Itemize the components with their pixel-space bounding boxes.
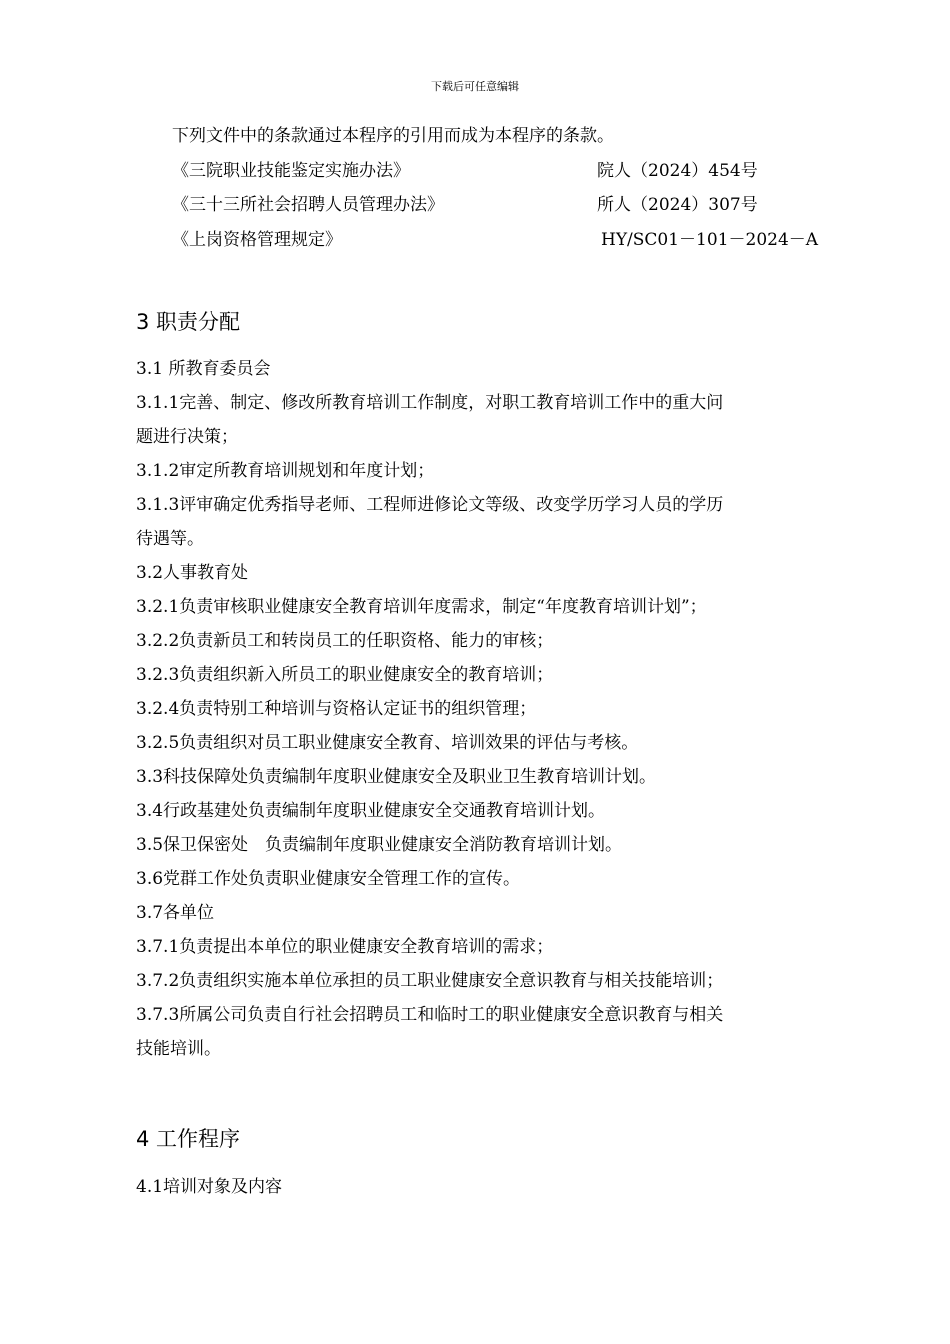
page-header: 下载后可任意编辑 [431,80,519,93]
body-line: 3.1.1完善、制定、修改所教育培训工作制度，对职工教育培训工作中的重大问 [136,393,724,413]
intro-text: 下列文件中的条款通过本程序的引用而成为本程序的条款。 [172,126,614,146]
body-line: 3.2.3负责组织新入所员工的职业健康安全的教育培训； [136,665,554,685]
reference-code: 所人（2024）307号 [597,195,758,215]
body-line: 3.1 所教育委员会 [136,359,271,379]
body-line: 3.2人事教育处 [136,563,249,583]
body-line: 题进行决策； [136,427,238,447]
body-line: 3.4行政基建处负责编制年度职业健康安全交通教育培训计划。 [136,801,606,821]
body-line: 3.1.2审定所教育培训规划和年度计划； [136,461,435,481]
body-line: 待遇等。 [136,529,204,549]
body-line: 3.7.2负责组织实施本单位承担的员工职业健康安全意识教育与相关技能培训； [136,971,724,991]
section-heading: 4 工作程序 [136,1127,241,1151]
body-line: 3.2.1负责审核职业健康安全教育培训年度需求，制定“年度教育培训计划”； [136,597,707,617]
body-line: 3.5保卫保密处 负责编制年度职业健康安全消防教育培训计划。 [136,835,623,855]
body-line: 3.7.3所属公司负责自行社会招聘员工和临时工的职业健康安全意识教育与相关 [136,1005,724,1025]
body-line: 技能培训。 [136,1039,221,1059]
reference-code: HY/SC01－101－2024－A [601,230,819,250]
body-line: 3.2.5负责组织对员工职业健康安全教育、培训效果的评估与考核。 [136,733,639,753]
body-line: 3.2.2负责新员工和转岗员工的任职资格、能力的审核； [136,631,554,651]
reference-title: 《三十三所社会招聘人员管理办法》 [172,195,444,215]
body-line: 3.2.4负责特别工种培训与资格认定证书的组织管理； [136,699,537,719]
body-line: 3.7.1负责提出本单位的职业健康安全教育培训的需求； [136,937,554,957]
body-line: 3.7各单位 [136,903,215,923]
reference-title: 《三院职业技能鉴定实施办法》 [172,161,410,181]
body-line: 3.1.3评审确定优秀指导老师、工程师进修论文等级、改变学历学习人员的学历 [136,495,724,515]
body-line: 3.6党群工作处负责职业健康安全管理工作的宣传。 [136,869,521,889]
reference-code: 院人（2024）454号 [597,161,758,181]
reference-title: 《上岗资格管理规定》 [172,230,342,250]
body-line: 3.3科技保障处负责编制年度职业健康安全及职业卫生教育培训计划。 [136,767,657,787]
body-line: 4.1培训对象及内容 [136,1177,283,1197]
section-heading: 3 职责分配 [136,310,241,334]
